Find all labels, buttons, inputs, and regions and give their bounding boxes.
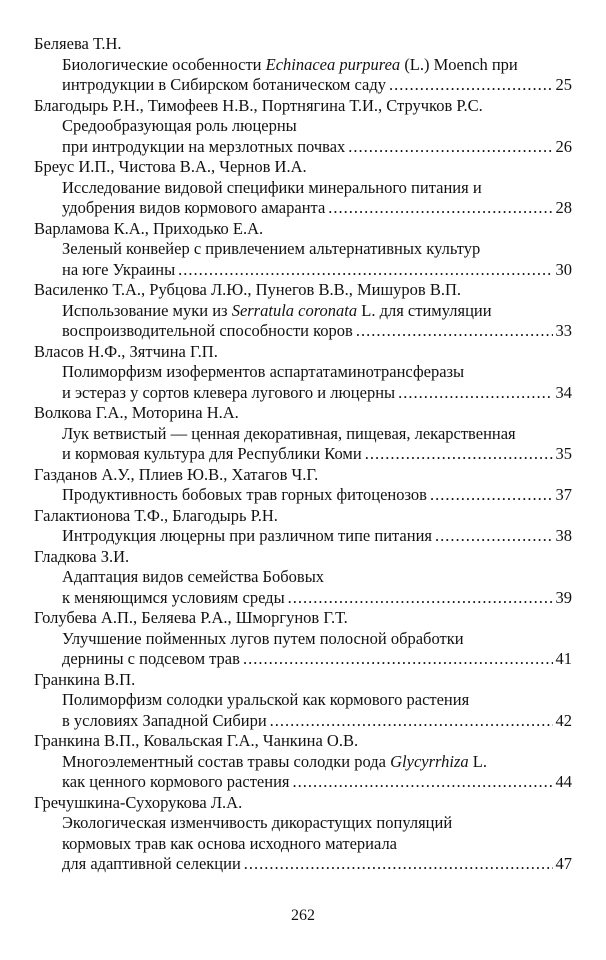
title-fragment: Исследование видовой специфики минерального питания и (62, 177, 482, 197)
entry-title-line (34, 854, 572, 875)
entry-title-text (62, 362, 464, 381)
entry-title-line (34, 690, 572, 711)
dot-leader (398, 383, 552, 404)
entry-authors: Волкова Г.А., Моторина Н.А. (34, 403, 239, 422)
entry-title-text (62, 649, 240, 670)
table-of-contents (34, 34, 572, 875)
entry-page-number: 30 (555, 259, 572, 279)
toc-entry (34, 96, 572, 158)
entry-title-line (34, 567, 572, 588)
dot-leader (435, 526, 552, 547)
entry-title-line (34, 444, 572, 465)
entry-authors: Гречушкина-Сухорукова Л.А. (34, 792, 243, 812)
toc-entry (34, 219, 572, 281)
title-fragment: к меняющимся условиям среды (62, 587, 285, 607)
entry-title-line (34, 485, 572, 506)
species-name: Glycyrrhiza (390, 751, 469, 771)
title-fragment: Средообразующая роль люцерны (62, 116, 297, 135)
entry-title-line (34, 649, 572, 670)
entry-title-line (34, 301, 572, 322)
toc-entry (34, 342, 572, 404)
entry-title-line (34, 198, 572, 219)
entry-authors: Бреус И.П., Чистова В.А., Чернов И.А. (34, 157, 307, 176)
title-fragment: L. для стимуляции (357, 300, 492, 320)
toc-entry (34, 465, 572, 506)
toc-entry (34, 608, 572, 670)
title-fragment: Полиморфизм солодки уральской как кормового растения (62, 690, 470, 709)
entry-title-text (62, 752, 487, 771)
dot-leader (244, 854, 553, 875)
title-fragment: для адаптивной селекции (62, 854, 241, 873)
title-fragment: Улучшение пойменных лугов путем полосной обработки (62, 628, 464, 648)
entry-authors: Гранкина В.П., Ковальская Г.А., Чанкина О.В. (34, 731, 359, 750)
entry-authors: Власов Н.Ф., Зятчина Г.П. (34, 341, 218, 361)
entry-title-line (34, 321, 572, 342)
entry-authors: Варламова К.А., Приходько Е.А. (34, 218, 264, 238)
entry-title-line (34, 178, 572, 199)
title-fragment: интродукции в Сибирском ботаническом саду (62, 75, 386, 94)
entry-authors: Василенко Т.А., Рубцова Л.Ю., Пунегов В.В., Мишуров В.П. (34, 280, 462, 299)
entry-title-text (62, 854, 241, 875)
title-fragment: Адаптация видов семейства Бобовых (62, 567, 325, 586)
entry-title-text (62, 424, 516, 443)
title-fragment: Использование муки из (62, 300, 232, 320)
page-number: 262 (291, 907, 315, 924)
toc-entry (34, 670, 572, 732)
title-fragment: кормовых трав как основа исходного материала (62, 833, 397, 853)
entry-title-text (62, 813, 452, 832)
entry-title-line (34, 772, 572, 793)
entry-title-text (62, 55, 518, 74)
title-fragment: Интродукция люцерны при различном типе питания (62, 526, 433, 545)
entry-title-text (62, 588, 285, 609)
title-fragment: на юге Украины (62, 259, 176, 279)
entry-page-number: 25 (555, 75, 572, 94)
toc-entry (34, 403, 572, 465)
entry-title-text (62, 198, 325, 219)
toc-entry (34, 280, 572, 342)
entry-page-number: 41 (555, 649, 572, 668)
entry-title-line (34, 711, 572, 732)
dot-leader (430, 485, 553, 506)
title-fragment: и кормовая культура для Республики Коми (62, 444, 362, 463)
entry-title-text (62, 772, 290, 793)
entry-title-text (62, 383, 395, 404)
toc-entry (34, 731, 572, 793)
title-fragment: (L.) Moench при (400, 54, 518, 74)
dot-leader (389, 75, 553, 96)
toc-entry (34, 506, 572, 547)
entry-title-line (34, 383, 572, 404)
entry-title-line (34, 752, 572, 773)
dot-leader (178, 260, 552, 281)
entry-title-line (34, 137, 572, 158)
toc-entry (34, 157, 572, 219)
entry-authors: Гранкина В.П. (34, 669, 136, 689)
entry-title-text (62, 116, 297, 135)
entry-title-text (62, 321, 353, 342)
toc-entry (34, 34, 572, 96)
title-fragment: как ценного кормового растения (62, 772, 290, 791)
entry-page-number: 47 (555, 854, 572, 873)
entry-title-line (34, 116, 572, 137)
dot-leader (365, 444, 553, 465)
entry-title-line (34, 629, 572, 650)
entry-title-text (62, 834, 397, 853)
entry-page-number: 34 (555, 382, 572, 402)
entry-title-text (62, 301, 492, 320)
dot-leader (243, 649, 553, 670)
species-name: Serratula coronata (231, 300, 358, 320)
title-fragment: и эстераз у сортов клевера лугового и люцерны (62, 382, 396, 402)
entry-title-line (34, 424, 572, 445)
entry-authors: Голубева А.П., Беляева Р.А., Шморгунов Г.Т. (34, 608, 348, 627)
title-fragment: Полиморфизм изоферментов аспартатаминотрансферазы (62, 362, 465, 381)
title-fragment: Зеленый конвейер с привлечением альтернативных культур (62, 239, 481, 258)
title-fragment: Экологическая изменчивость дикорастущих популяций (62, 813, 453, 832)
entry-authors: Беляева Т.Н. (34, 34, 122, 53)
entry-title-text (62, 75, 386, 96)
entry-authors: Газданов А.У., Плиев Ю.В., Хатагов Ч.Г. (34, 464, 319, 484)
dot-leader (328, 198, 552, 219)
title-fragment: при интродукции на мерзлотных почвах (62, 136, 346, 156)
toc-entry (34, 793, 572, 875)
title-fragment: Лук ветвистый — ценная декоративная, пищевая, лекарственная (62, 423, 516, 443)
dot-leader (356, 321, 553, 342)
entry-title-line (34, 260, 572, 281)
entry-page-number: 42 (555, 710, 572, 730)
title-fragment: Многоэлементный состав травы солодки рода (62, 751, 391, 771)
entry-title-text (62, 711, 267, 732)
entry-page-number: 33 (555, 321, 572, 340)
entry-title-line (34, 588, 572, 609)
entry-title-text (62, 178, 482, 197)
title-fragment: дернины с подсевом трав (62, 649, 240, 668)
entry-page-number: 44 (555, 772, 572, 791)
entry-title-text (62, 239, 480, 258)
entry-title-line (34, 55, 572, 76)
entry-title-line (34, 834, 572, 855)
entry-title-line (34, 526, 572, 547)
entry-title-line (34, 239, 572, 260)
title-fragment: L. (468, 751, 487, 771)
entry-authors: Гладкова З.И. (34, 546, 130, 566)
dot-leader (293, 772, 553, 793)
entry-title-line (34, 813, 572, 834)
title-fragment: в условиях Западной Сибири (62, 710, 267, 730)
entry-title-text (62, 485, 427, 506)
toc-entry (34, 547, 572, 609)
entry-title-text (62, 526, 432, 547)
dot-leader (288, 588, 553, 609)
species-name: Echinacea purpurea (265, 54, 401, 74)
entry-page-number: 28 (555, 198, 572, 217)
title-fragment: Продуктивность бобовых трав горных фитоценозов (62, 485, 427, 504)
entry-title-line (34, 75, 572, 96)
entry-title-text (62, 690, 469, 709)
entry-title-text (62, 444, 362, 465)
entry-page-number: 38 (555, 526, 572, 545)
title-fragment: удобрения видов кормового амаранта (62, 198, 326, 217)
entry-title-line (34, 362, 572, 383)
dot-leader (270, 711, 553, 732)
title-fragment: Биологические особенности (62, 54, 266, 74)
entry-title-text (62, 137, 345, 158)
entry-authors: Благодырь Р.Н., Тимофеев Н.В., Портнягина Т.И., Стручков Р.С. (34, 95, 483, 115)
entry-title-text (62, 260, 175, 281)
entry-page-number: 26 (555, 136, 572, 156)
entry-title-text (62, 629, 464, 648)
entry-page-number: 37 (555, 485, 572, 504)
title-fragment: воспроизводительной способности коров (62, 321, 353, 340)
entry-title-text (62, 567, 324, 586)
dot-leader (348, 137, 552, 158)
entry-page-number: 35 (555, 444, 572, 463)
entry-page-number: 39 (555, 587, 572, 607)
entry-authors: Галактионова Т.Ф., Благодырь Р.Н. (34, 505, 278, 525)
